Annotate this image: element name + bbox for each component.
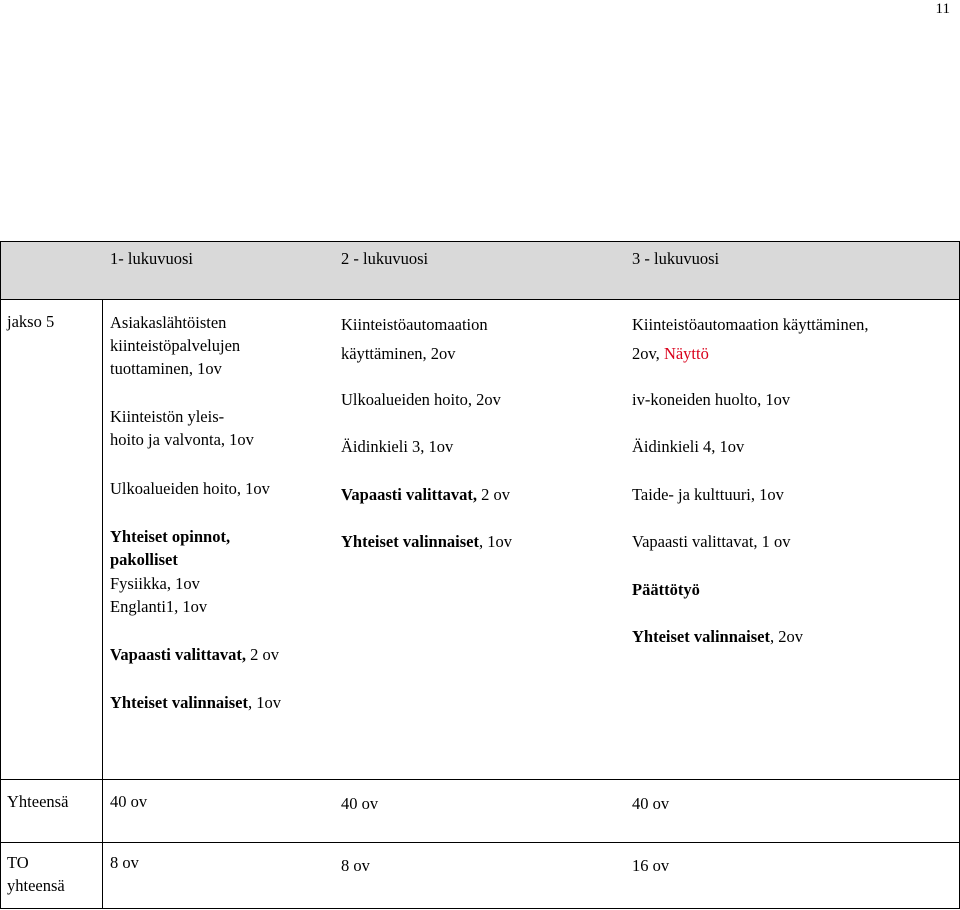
rule-total-bottom — [0, 842, 960, 843]
rule-header-bottom — [0, 299, 960, 300]
y3-item-1-line-2 — [632, 346, 709, 363]
y1-item-4-heading-line-2: pakolliset — [110, 550, 178, 569]
y2-item-1-line-2: käyttäminen, 2ov — [341, 344, 456, 363]
y1-item-6-rest: , 1ov — [247, 693, 281, 712]
page-number: 11 — [935, 1, 950, 17]
y1-item-6 — [110, 695, 281, 712]
to-total-year-2: 8 ov — [341, 856, 370, 875]
y1-item-3: Ulkoalueiden hoito, 1ov — [110, 479, 270, 498]
y3-item-1-credits: 2ov, — [632, 344, 664, 363]
to-total-label-line-1: TO — [7, 853, 29, 872]
total-year-3: 40 ov — [632, 794, 670, 813]
y1-item-6-bold: Yhteiset valinnaiset — [110, 693, 248, 712]
y2-item-5-bold: Yhteiset valinnaiset — [341, 532, 479, 551]
header-year-3: 3 - lukuvuosi — [632, 249, 720, 268]
header-year-1: 1- lukuvuosi — [110, 249, 193, 268]
y2-item-4-bold: Vapaasti valittavat, — [341, 485, 477, 504]
period-label: jakso 5 — [7, 312, 55, 331]
y1-item-4-line-2: Englanti1, 1ov — [110, 597, 208, 616]
total-year-2: 40 ov — [341, 794, 379, 813]
y3-item-3: Äidinkieli 4, 1ov — [632, 437, 745, 456]
y2-item-1-line-1: Kiinteistöautomaation — [341, 315, 488, 334]
y2-item-5 — [341, 534, 512, 551]
y3-item-7 — [632, 629, 803, 646]
rule-after-label-col — [102, 299, 103, 908]
rule-left — [0, 241, 1, 909]
y2-item-4-rest: 2 ov — [476, 485, 510, 504]
y1-item-1-line-2: kiinteistöpalvelujen — [110, 336, 241, 355]
y1-item-2-line-2: hoito ja valvonta, 1ov — [110, 430, 254, 449]
y1-item-5-bold: Vapaasti valittavat, — [110, 645, 246, 664]
to-total-label-line-2: yhteensä — [7, 876, 65, 895]
y2-item-3: Äidinkieli 3, 1ov — [341, 437, 454, 456]
rule-body-bottom — [0, 779, 960, 780]
y1-item-5 — [110, 647, 279, 664]
y1-item-1-line-3: tuottaminen, 1ov — [110, 359, 222, 378]
y2-item-5-rest: , 1ov — [478, 532, 512, 551]
y1-item-2-line-1: Kiinteistön yleis- — [110, 407, 225, 426]
y3-item-1-demo-flag: Näyttö — [663, 344, 709, 363]
header-year-2: 2 - lukuvuosi — [341, 249, 429, 268]
y1-item-5-rest: 2 ov — [245, 645, 279, 664]
y3-item-4: Taide- ja kulttuuri, 1ov — [632, 485, 784, 504]
y3-item-1-line-1: Kiinteistöautomaation käyttäminen, — [632, 315, 869, 334]
y2-item-4 — [341, 487, 510, 504]
total-year-1: 40 ov — [110, 792, 148, 811]
rule-top — [0, 241, 960, 242]
y3-item-7-bold: Yhteiset valinnaiset — [632, 627, 770, 646]
y3-item-7-rest: , 2ov — [769, 627, 803, 646]
y3-item-5: Vapaasti valittavat, 1 ov — [632, 532, 791, 551]
y1-item-4-heading-line-1: Yhteiset opinnot, — [110, 527, 231, 546]
y3-item-2: iv-koneiden huolto, 1ov — [632, 390, 791, 409]
y2-item-2: Ulkoalueiden hoito, 2ov — [341, 390, 501, 409]
total-label: Yhteensä — [7, 792, 69, 811]
y1-item-4-line-1: Fysiikka, 1ov — [110, 574, 200, 593]
y1-item-1-line-1: Asiakaslähtöisten — [110, 313, 227, 332]
y3-item-6: Päättötyö — [632, 580, 700, 599]
to-total-year-3: 16 ov — [632, 856, 670, 875]
rule-table-bottom — [0, 908, 960, 909]
to-total-year-1: 8 ov — [110, 853, 139, 872]
